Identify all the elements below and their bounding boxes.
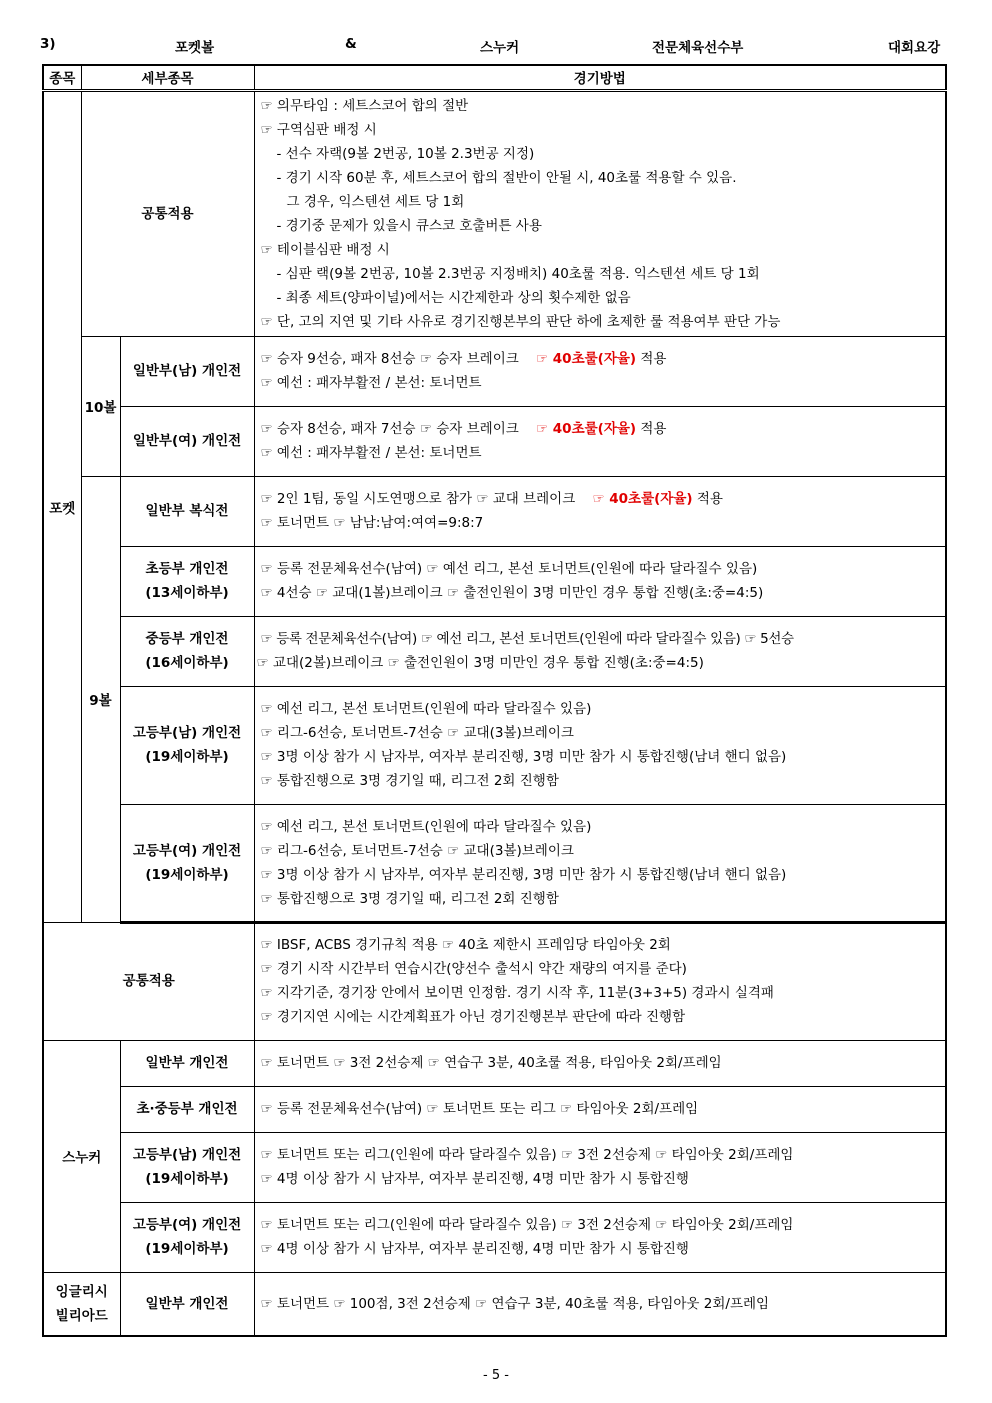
rule-line: ☞ 승자 9선승, 패자 8선승 ☞ 승자 브레이크 ☞ 40초룰(자율) 적용	[260, 351, 667, 367]
forty-second-rule-highlight: ☞ 40초룰(자율)	[535, 351, 637, 367]
rule-line: ☞ 토너먼트 또는 리그(인원에 따라 달라질수 있음) ☞ 3전 2선승제 ☞ 타임아웃 2회/프레임	[260, 1147, 794, 1163]
event-name: 고등부(남) 개인전 (19세이하부)	[120, 686, 254, 804]
title-word-division: 전문체육선수부	[652, 40, 744, 56]
rule-line: 그 경우, 익스텐션 세트 당 1회	[286, 193, 465, 210]
rule-line: - 최종 세트(양파이널)에서는 시간제한과 상의 횟수제한 없음	[276, 289, 631, 306]
rule-line: - 선수 자랙(9볼 2번공, 10볼 2.3번공 지정)	[276, 145, 535, 162]
event-name: 일반부(여) 개인전	[120, 406, 254, 476]
event-name: 고등부(남) 개인전 (19세이하부)	[120, 1132, 254, 1202]
event-name: 일반부 개인전	[120, 1040, 254, 1086]
rule-line: - 심판 랙(9볼 2번공, 10볼 2.3번공 지정배치) 40초룰 적용. 익스텐션 세트 당 1회	[276, 265, 760, 282]
rule-line: ☞ 리그-6선승, 토너먼트-7선승 ☞ 교대(3볼)브레이크	[260, 725, 574, 741]
rule-line: ☞ 경기지연 시에는 시간계획표가 아닌 경기진행본부 판단에 따라 진행함	[260, 1009, 686, 1025]
rule-line: - 경기 시작 60분 후, 세트스코어 합의 절반이 안될 시, 40초룰 적용할 수 있음.	[276, 169, 737, 186]
rule-line: ☞ 교대(2볼)브레이크 ☞ 출전인원이 3명 미만인 경우 통합 진행(초:중=4:5)	[256, 655, 704, 671]
forty-second-rule-highlight: ☞ 40초룰(자율)	[592, 491, 693, 507]
rule-line: ☞ 4명 이상 참가 시 남자부, 여자부 분리진행, 4명 미만 참가 시 통합진행	[260, 1241, 689, 1257]
rule-line: ☞ 통합진행으로 3명 경기일 때, 리그전 2회 진행함	[260, 890, 559, 907]
event-name: 초·중등부 개인전	[120, 1086, 254, 1132]
rule-line: ☞ 예선 : 패자부활전 / 본선: 토너먼트	[260, 375, 482, 391]
event-rules	[254, 546, 946, 616]
rule-line: ☞ 토너먼트 또는 리그(인원에 따라 달라질수 있음) ☞ 3전 2선승제 ☞ 타임아웃 2회/프레임	[260, 1217, 794, 1233]
rule-line: ☞ 2인 1팀, 동일 시도연맹으로 참가 ☞ 교대 브레이크 ☞ 40초룰(자율) 적용	[260, 491, 723, 507]
event-rules	[254, 476, 946, 546]
rule-line: ☞ 예선 리그, 본선 토너먼트(인원에 따라 달라질수 있음)	[260, 818, 592, 835]
snooker-common-rules	[254, 922, 946, 1040]
event-name: 중등부 개인전 (16세이하부)	[120, 616, 254, 686]
rule-line: ☞ 3명 이상 참가 시 남자부, 여자부 분리진행, 3명 미만 참가 시 통합진행(남녀 핸디 없음)	[260, 749, 787, 765]
pocket-category: 포켓	[43, 90, 81, 922]
rule-line: ☞ 리그-6선승, 토너먼트-7선승 ☞ 교대(3볼)브레이크	[260, 842, 574, 859]
event-rules	[254, 686, 946, 804]
rule-line: ☞ 구역심판 배정 시	[260, 121, 377, 138]
ball9-label: 9볼	[81, 476, 120, 922]
rule-line: ☞ 지각기준, 경기장 안에서 보이면 인정함. 경기 시작 후, 11분(3+3+5) 경과시 실격패	[260, 985, 774, 1001]
event-rules	[254, 1086, 946, 1132]
document-title	[40, 36, 960, 58]
event-rules	[254, 804, 946, 922]
rule-line: - 경기중 문제가 있을시 큐스코 호출버튼 사용	[276, 217, 542, 234]
event-name: 고등부(여) 개인전 (19세이하부)	[120, 1202, 254, 1272]
competition-table	[42, 64, 947, 1337]
event-name: 초등부 개인전 (13세이하부)	[120, 546, 254, 616]
rule-line: ☞ 4선승 ☞ 교대(1볼)브레이크 ☞ 출전인원이 3명 미만인 경우 통합 진행(초:중=4:5)	[260, 585, 764, 601]
title-word-ampersand: &	[345, 36, 357, 52]
pocket-common-label: 공통적용	[81, 90, 254, 336]
rule-line: ☞ 등록 전문체육선수(남여) ☞ 예선 리그, 본선 토너먼트(인원에 따라 달라질수 있음)	[260, 561, 758, 577]
rule-line: ☞ 토너먼트 ☞ 남남:남여:여여=9:8:7	[260, 515, 484, 531]
event-rules	[254, 1040, 946, 1086]
rule-line: ☞ 3명 이상 참가 시 남자부, 여자부 분리진행, 3명 미만 참가 시 통합진행(남녀 핸디 없음)	[260, 866, 787, 883]
event-rules	[254, 1132, 946, 1202]
ball10-label: 10볼	[81, 336, 120, 476]
col-header-sub-event: 세부종목	[81, 65, 254, 90]
rule-line: ☞ 통합진행으로 3명 경기일 때, 리그전 2회 진행함	[260, 773, 559, 789]
rule-line: ☞ 테이블심판 배정 시	[260, 241, 390, 258]
title-word-pocketball: 포켓볼	[175, 40, 215, 56]
english-billiards-category: 잉글리시 빌리아드	[43, 1272, 120, 1336]
rule-line: ☞ 등록 전문체육선수(남여) ☞ 토너먼트 또는 리그 ☞ 타임아웃 2회/프레임	[260, 1101, 699, 1117]
title-word-snooker: 스누커	[480, 40, 520, 56]
event-rules	[254, 1272, 946, 1336]
event-name: 고등부(여) 개인전 (19세이하부)	[120, 804, 254, 922]
rule-line: ☞ 4명 이상 참가 시 남자부, 여자부 분리진행, 4명 미만 참가 시 통합진행	[260, 1171, 689, 1187]
event-rules	[254, 616, 946, 686]
rule-line: ☞ 등록 전문체육선수(남여) ☞ 예선 리그, 본선 토너먼트(인원에 따라 달라질수 있음) ☞ 5선승	[260, 631, 794, 647]
col-header-event: 종목	[43, 65, 81, 90]
title-number: 3)	[40, 36, 56, 52]
rule-line: ☞ IBSF, ACBS 경기규칙 적용 ☞ 40초 제한시 프레임당 타임아웃 2회	[260, 937, 671, 953]
event-name: 일반부 복식전	[120, 476, 254, 546]
rule-line: ☞ 토너먼트 ☞ 3전 2선승제 ☞ 연습구 3분, 40초룰 적용, 타임아웃 2회/프레임	[260, 1055, 722, 1071]
page-number: - 5 -	[483, 1368, 509, 1383]
col-header-method: 경기방법	[254, 65, 946, 90]
rule-line: ☞ 단, 고의 지연 및 기타 사유로 경기진행본부의 판단 하에 초제한 룰 적용여부 판단 가능	[260, 313, 781, 330]
event-name: 일반부(남) 개인전	[120, 336, 254, 406]
rule-line: ☞ 승자 8선승, 패자 7선승 ☞ 승자 브레이크 ☞ 40초룰(자율) 적용	[260, 421, 667, 437]
event-rules	[254, 406, 946, 476]
snooker-category: 스누커	[43, 1040, 120, 1272]
rule-line: ☞ 경기 시작 시간부터 연습시간(양선수 출석시 약간 재량의 여지를 준다)	[260, 961, 687, 977]
event-rules	[254, 336, 946, 406]
pocket-common-rules	[254, 90, 946, 336]
rule-line: ☞ 토너먼트 ☞ 100점, 3전 2선승제 ☞ 연습구 3분, 40초룰 적용, 타임아웃 2회/프레임	[260, 1295, 770, 1312]
event-name: 일반부 개인전	[120, 1272, 254, 1336]
event-rules	[254, 1202, 946, 1272]
rule-line: ☞ 예선 리그, 본선 토너먼트(인원에 따라 달라질수 있음)	[260, 701, 592, 717]
forty-second-rule-highlight: ☞ 40초룰(자율)	[535, 421, 637, 437]
rule-line: ☞ 예선 : 패자부활전 / 본선: 토너먼트	[260, 445, 482, 461]
snooker-common-label: 공통적용	[43, 922, 254, 1040]
title-word-guideline: 대회요강	[888, 40, 941, 56]
rule-line: ☞ 의무타임 : 세트스코어 합의 절반	[260, 97, 469, 114]
